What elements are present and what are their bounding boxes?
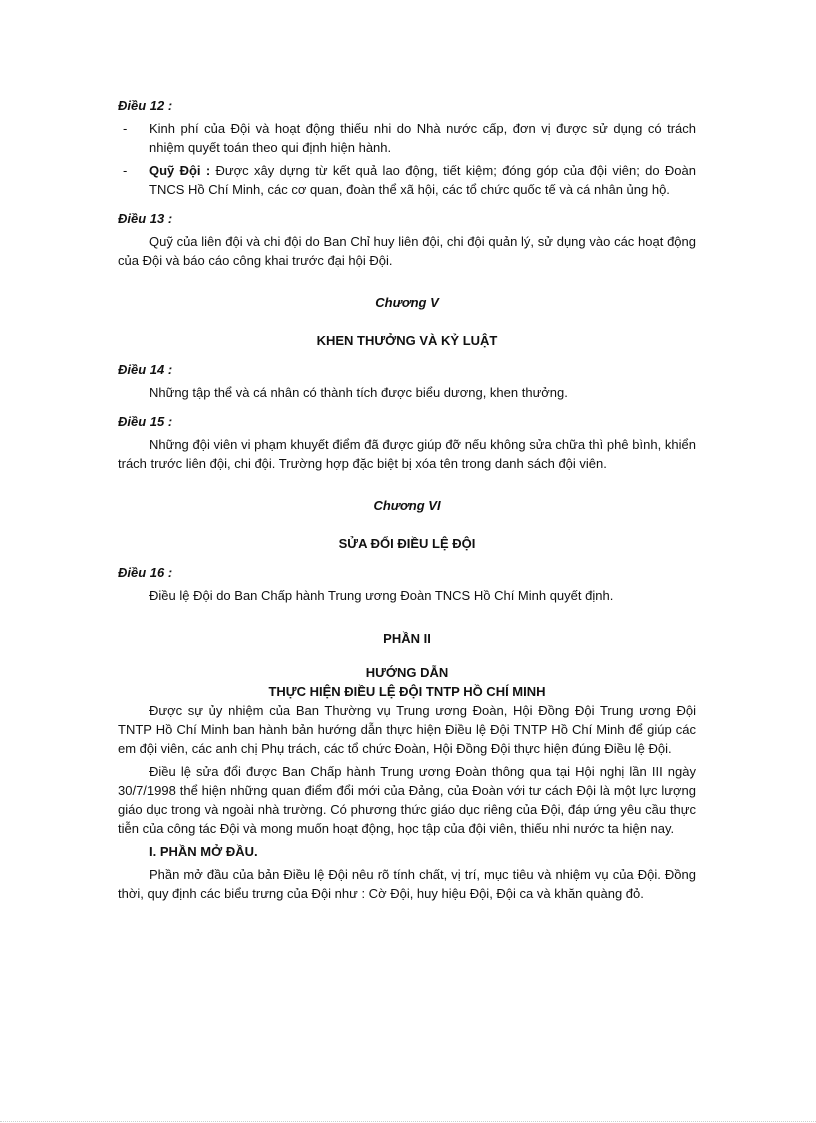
guide-title-1: HƯỚNG DẪN — [365, 665, 449, 680]
section-1-heading: I. PHẦN MỞ ĐẦU. — [149, 844, 258, 859]
dieu-13-heading: Điều 13 : — [118, 211, 173, 226]
dieu-12-heading: Điều 12 : — [118, 98, 173, 113]
dieu-12-bullet-1-text: Kinh phí của Đội và hoạt động thiếu nhi do Nhà nước cấp, đơn vị được sử dụng có trách nhiệm quyết toán theo qui định hiện hành. — [149, 121, 696, 155]
dieu-12-bullet-1 — [118, 119, 696, 157]
dieu-12-bullet-2 — [118, 161, 696, 199]
part-2-paragraph-1: Được sự ủy nhiệm của Ban Thường vụ Trung ương Đoàn, Hội Đồng Đội Trung ương Đội TNTP Hồ Chí Minh ban hành bản hướng dẫn thực hiện Điều lệ Đội TNTP Hồ Chí Minh để giúp các em đội viên, các anh chị Phụ trách, các tổ chức Đoàn, Hội Đồng Đội thực hiện đúng Điều lệ Đội. — [118, 703, 696, 756]
section-1-text: Phần mở đầu của bản Điều lệ Đội nêu rõ tính chất, vị trí, mục tiêu và nhiệm vụ của Đội. Đồng thời, quy định các biểu trưng của Đội như : Cờ Đội, huy hiệu Đội, Đội ca và khăn quàng đỏ. — [118, 867, 696, 901]
bullet-dash: - — [123, 121, 128, 136]
part-2-label: PHẦN II — [383, 631, 431, 646]
chapter-6-title: SỬA ĐỔI ĐIỀU LỆ ĐỘI — [338, 536, 476, 551]
dieu-14-text: Những tập thể và cá nhân có thành tích được biểu dương, khen thưởng. — [149, 385, 568, 400]
quy-doi-label: Quỹ Đội : — [149, 163, 211, 178]
dieu-15-heading: Điều 15 : — [118, 414, 173, 429]
dieu-16-text: Điều lệ Đội do Ban Chấp hành Trung ương Đoàn TNCS Hồ Chí Minh quyết định. — [149, 588, 614, 603]
document-page — [118, 96, 696, 907]
dieu-16-heading: Điều 16 : — [118, 565, 173, 580]
chapter-6-label: Chương VI — [373, 498, 441, 513]
chapter-5-title: KHEN THƯỞNG VÀ KỶ LUẬT — [316, 333, 498, 348]
dieu-13-text: Quỹ của liên đội và chi đội do Ban Chỉ huy liên đội, chi đội quản lý, sử dụng vào các hoạt động của Đội và báo cáo công khai trước đại hội Đội. — [118, 234, 696, 268]
part-2-paragraph-2: Điều lệ sửa đổi được Ban Chấp hành Trung ương Đoàn thông qua tại Hội nghị lần III ngày 30/7/1998 thể hiện những quan điểm đổi mới của Đảng, của Đoàn với tư cách Đội là một lực lượng giáo dục trong và ngoài nhà trường. Có phương thức giáo dục riêng của Đội, đáp ứng yêu cầu thực tiễn của công tác Đội và mong muốn hoạt động, học tập của đội viên, thiếu nhi nước ta hiện nay. — [118, 764, 696, 836]
guide-title-2: THỰC HIỆN ĐIỀU LỆ ĐỘI TNTP HỒ CHÍ MINH — [268, 684, 546, 699]
chapter-5-label: Chương V — [375, 295, 439, 310]
dieu-12-bullet-2-text: Được xây dựng từ kết quả lao động, tiết kiệm; đóng góp của đội viên; do Đoàn TNCS Hồ Chí Minh, các cơ quan, đoàn thể xã hội, các tổ chức quốc tế và cá nhân ủng hộ. — [149, 163, 696, 197]
dieu-14-heading: Điều 14 : — [118, 362, 173, 377]
dieu-15-text: Những đội viên vi phạm khuyết điểm đã được giúp đỡ nếu không sửa chữa thì phê bình, khiển trách trước liên đội, chi đội. Trường hợp đặc biệt bị xóa tên trong danh sách đội viên. — [118, 437, 696, 471]
bullet-dash: - — [123, 163, 128, 178]
